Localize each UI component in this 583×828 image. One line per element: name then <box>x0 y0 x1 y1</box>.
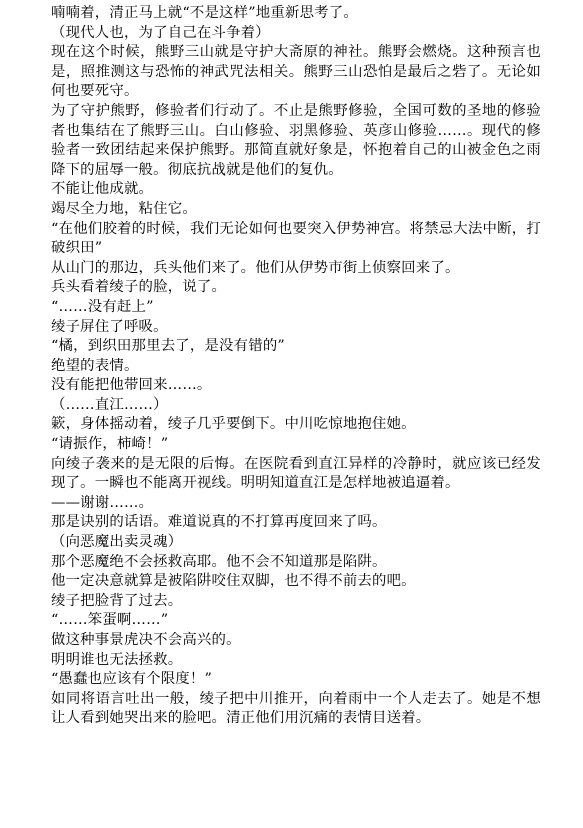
paragraph: 那是诀别的话语。难道说真的不打算再度回来了吗。 <box>51 514 387 531</box>
paragraph: “在他们胶着的时候，我们无论如何也要突入伊势神宫。将禁忌大法中断，打破织田” <box>51 220 541 257</box>
paragraph: 现在这个时候，熊野三山就是守护大斋原的神社。熊野会燃烧。这种预言也是，照推测这与恐怖的神武咒法相关。熊野三山恐怕是最后之砦了。无论如何也要死守。 <box>51 44 541 100</box>
paragraph: 那个恶魔绝不会拯救高耶。他不会不知道那是陷阱。 <box>51 553 387 570</box>
paragraph: （现代人也，为了自己在斗争着） <box>51 24 270 41</box>
paragraph: 簌，身体摇动着，绫子几乎要倒下。中川吃惊地抱住她。 <box>51 416 416 433</box>
paragraph: “愚蠢也应该有个限度！” <box>51 671 213 688</box>
paragraph: “橘，到织田那里去了，是没有错的” <box>51 338 285 355</box>
paragraph: 他一定决意就算是被陷阱咬住双脚，也不得不前去的吧。 <box>51 573 416 590</box>
paragraph: “……笨蛋啊……” <box>51 612 169 629</box>
paragraph: 绝望的表情。 <box>51 357 139 374</box>
paragraph: 不能让他成就。 <box>51 181 154 198</box>
paragraph: 没有能把他带回来……。 <box>51 377 212 394</box>
paragraph: 为了守护熊野，修验者们行动了。不止是熊野修验，全国可数的圣地的修验者也集结在了熊野三山。白山修验、羽黑修验、英彦山修验……。现代的修验者一致团结起来保护熊野。那简直就好象是，怀抱着自己的山被金色之雨降下的屈辱一般。彻底抗战就是他们的复仇。 <box>51 102 541 178</box>
paragraph: 绫子屏住了呼吸。 <box>51 318 168 335</box>
paragraph: 喃喃着，清正马上就“不是这样”地重新思考了。 <box>51 5 358 21</box>
paragraph: （……直江……） <box>51 396 168 413</box>
paragraph: 从山门的那边，兵头他们来了。他们从伊势市街上侦察回来了。 <box>51 259 460 276</box>
paragraph: 明明谁也无法拯救。 <box>51 651 183 668</box>
paragraph: 做这种事景虎决不会高兴的。 <box>51 632 241 648</box>
paragraph: （向恶魔出卖灵魂） <box>51 534 183 551</box>
paragraph: “……没有赶上” <box>51 298 154 315</box>
paragraph: “请振作，柿崎！” <box>51 436 169 453</box>
paragraph: 竭尽全力地，粘住它。 <box>51 200 197 217</box>
paragraph: 如同将语言吐出一般，绫子把中川推开，向着雨中一个人走去了。她是不想让人看到她哭出来的脸吧。清正他们用沉痛的表情目送着。 <box>51 690 541 727</box>
document-page <box>51 4 541 729</box>
paragraph: 向绫子袭来的是无限的后悔。在医院看到直江异样的冷静时，就应该已经发现了。一瞬也不能离开视线。明明知道直江是怎样地被追逼着。 <box>51 455 541 492</box>
paragraph: 兵头看着绫子的脸，说了。 <box>51 279 227 296</box>
paragraph: 绫子把脸背了过去。 <box>51 592 183 609</box>
paragraph: ——谢谢……。 <box>51 494 154 511</box>
